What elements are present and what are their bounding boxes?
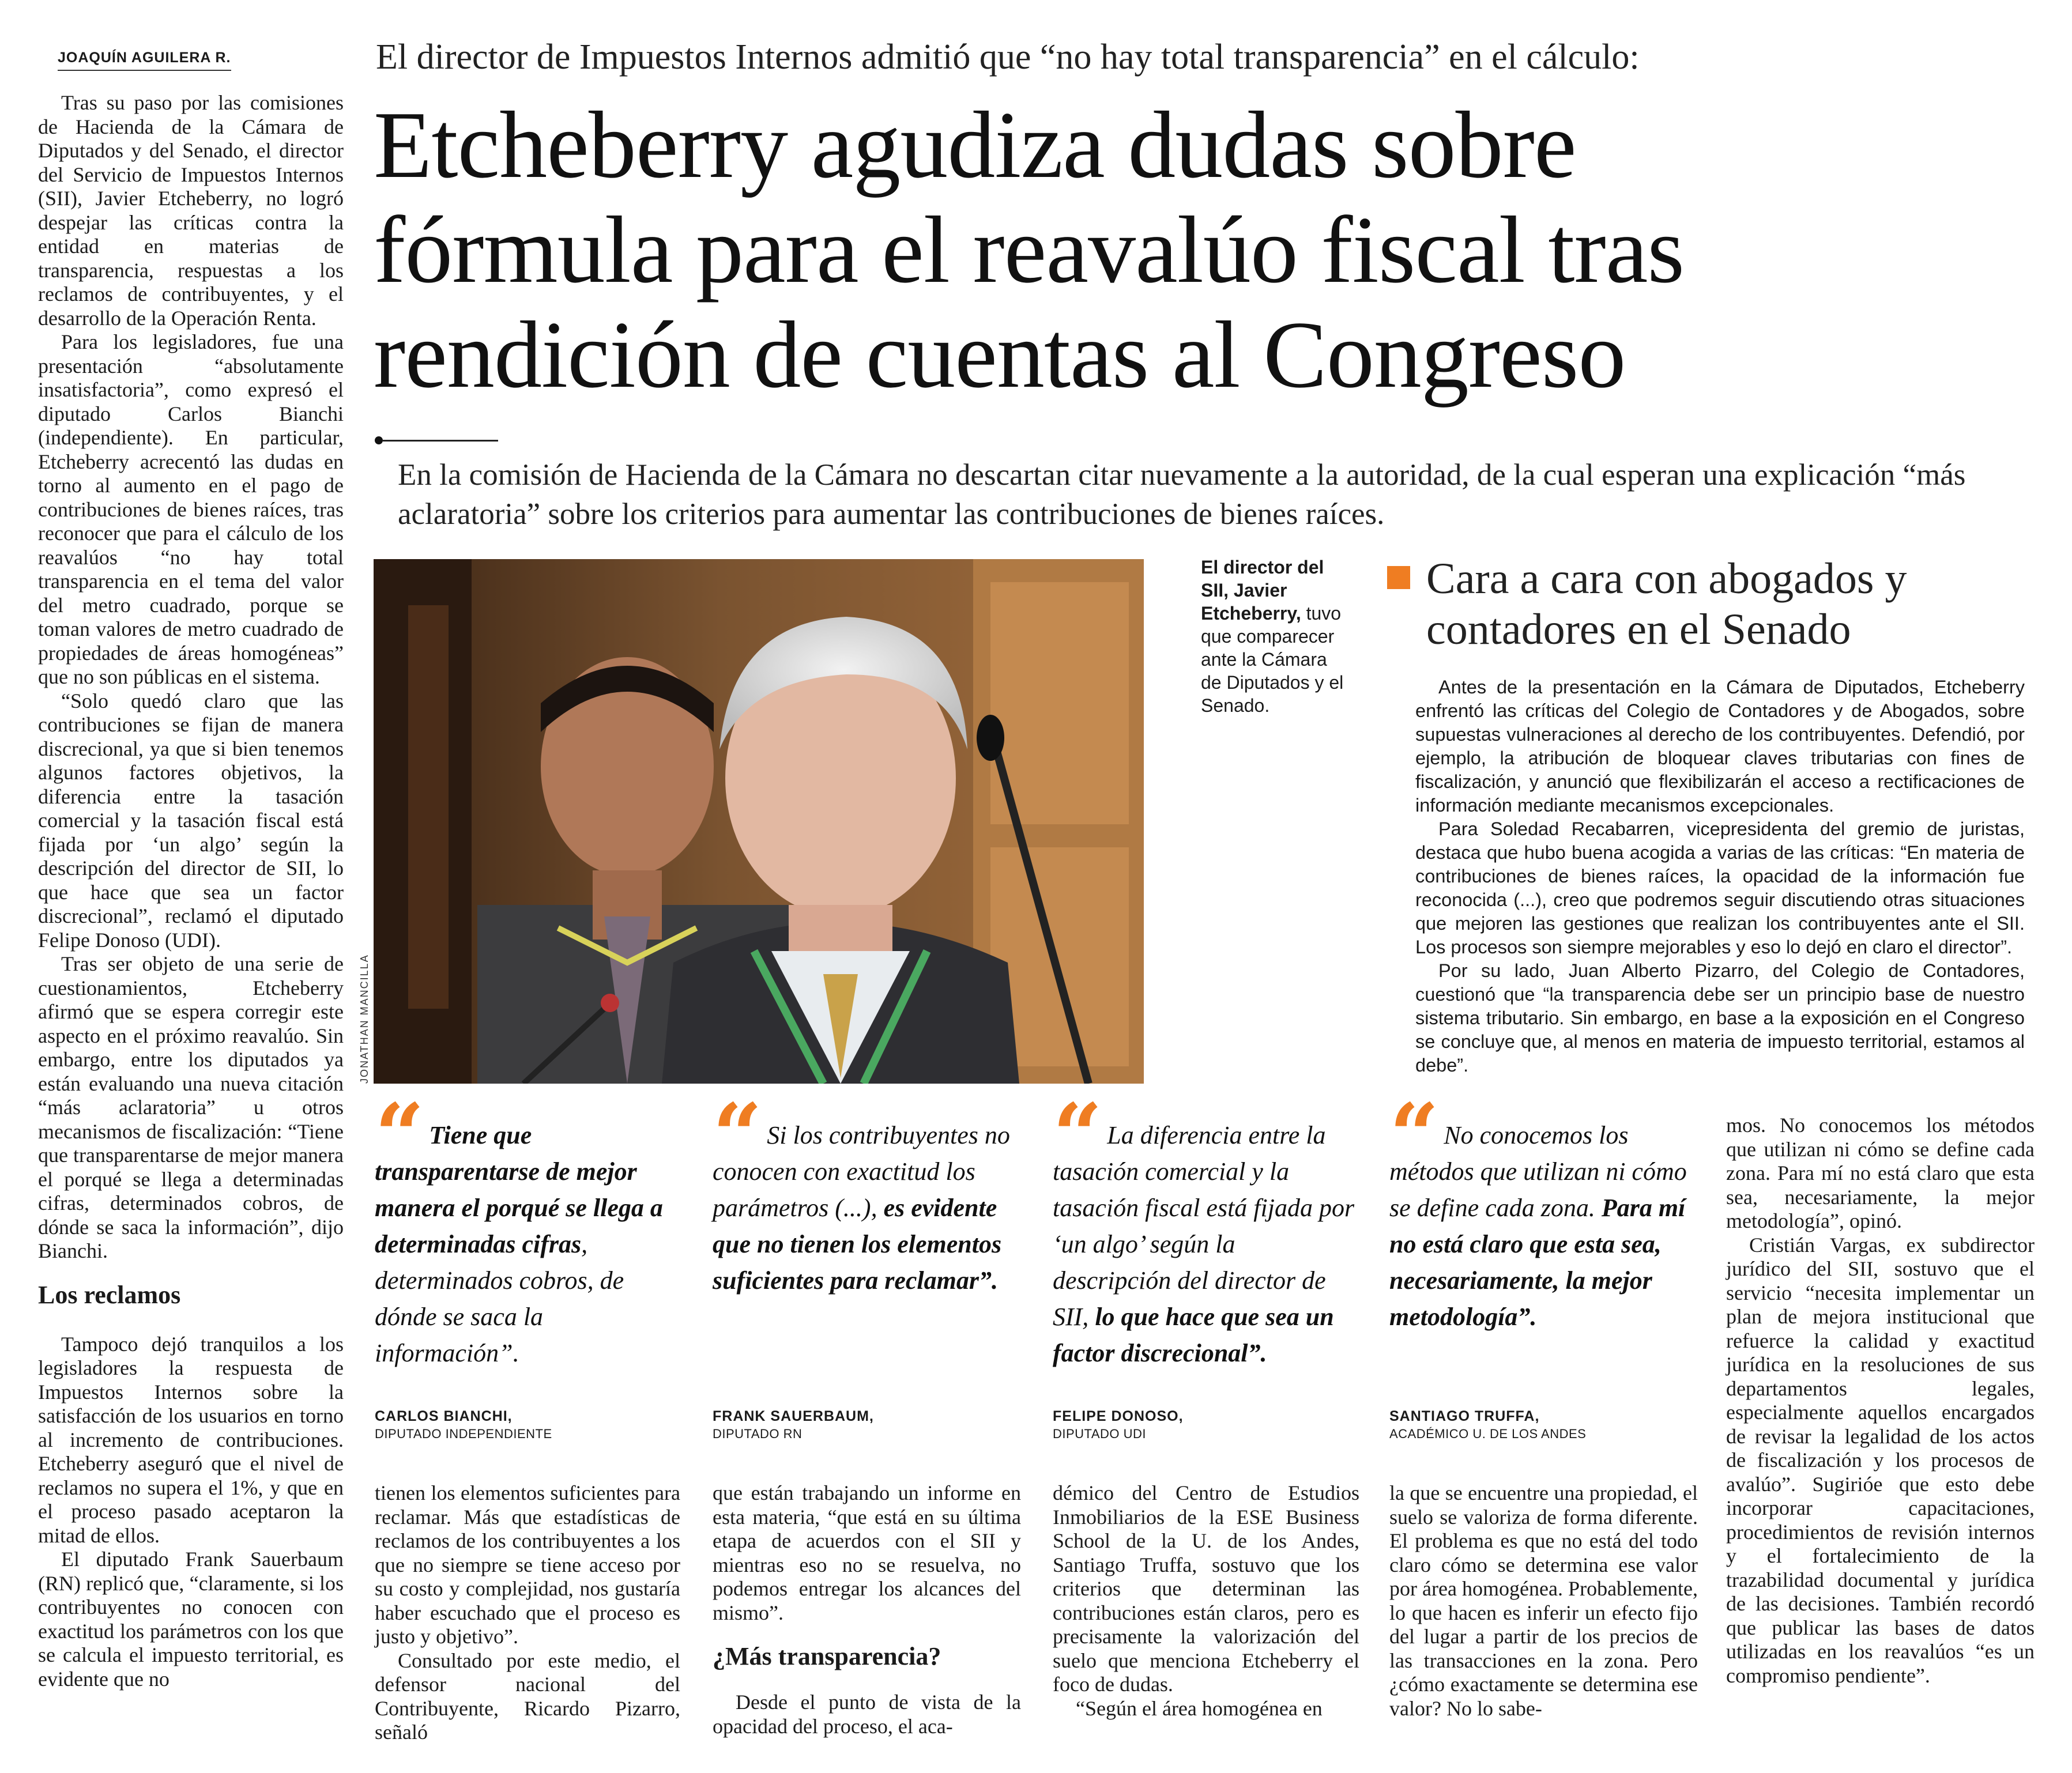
photo-caption [1201,556,1345,717]
quote-donoso-text: La diferencia entre la tasación comercial y la tasación fiscal está fijada por ‘un algo’ según la descripción del director de SII, [1053,1121,1355,1331]
quote-sauerbaum-name: FRANK SAUERBAUM, [713,1408,874,1424]
quote-mark-icon: “ [1389,1085,1440,1186]
quote-bianchi-bold: Tiene que transparentarse de mejor manera el porqué se llega a determinadas cifras [375,1121,663,1258]
deck: En la comisión de Hacienda de la Cámara no descartan citar nuevamente a la autoridad, de la cual esperan una explicación “más aclaratoria” sobre los criterios para aumentar las contribuciones de bienes raíces. [398,458,1966,531]
bottom-column-4 [1389,1481,1698,1721]
photo-credit: JONATHAN MANCILLA [359,954,370,1084]
caption-text: tuvo que comparecer ante la Cámara de Diputados y el Senado. [1201,603,1344,716]
left-paragraph-2: Para los legisladores, fue una presentación “absolutamente insatisfactoria”, como expresó el diputado Carlos Bianchi (independiente). En particular, Etcheberry acrecentó las dudas en torno al aumento en el pago de contribuciones de bienes raíces, tras reconocer que para el cálculo de los reavalúos “no hay total transparencia en el tema del valor del metro cuadrado, porque se toman valores de metro cuadrado de propiedades de áreas homogéneas” que no son públicas en el sistema. [38,330,344,688]
bottom-col2-paragraph-1: que están trabajando un informe en esta materia, “que está en su última etapa de acuerdos con el SII y mientras eso no se resuelva, no podemos entregar los alcances del mismo”. [713,1481,1021,1624]
bottom-column-2 [713,1481,1021,1738]
quote-sauerbaum-text: Si los contribuyentes no conocen con exactitud los parámetros (...), [713,1121,1010,1222]
quote-donoso-name: FELIPE DONOSO, [1053,1408,1184,1424]
quote-truffa-name: SANTIAGO TRUFFA, [1389,1408,1540,1424]
sidebar-paragraph-1: Antes de la presentación en la Cámara de Diputados, Etcheberry enfrentó las críticas del Colegio de Contadores y de Abogados, sobre supuestas vulneraciones al derecho de los contribuyentes. Defendió, por ejemplo, la atribución de bloquear claves tributarias con fines de fiscalización, y anunció que flexibilizarán el acceso a rectificaciones de información mediante mecanismos excepcionales. [1415,677,2025,816]
caption-bold: El director del SII, Javier Etcheberry, [1201,557,1324,624]
bottom-col1-paragraph-2: Consultado por este medio, el defensor nacional del Contribuyente, Ricardo Pizarro, señaló [375,1648,680,1744]
quote-mark-icon: “ [713,1085,763,1186]
quote-truffa [1389,1085,1698,1335]
subhead-los-reclamos: Los reclamos [38,1280,181,1309]
rule-line [383,440,498,442]
sidebar-paragraph-3: Por su lado, Juan Alberto Pizarro, del Colegio de Contadores, cuestionó que “la transparencia debe ser un principio base de nuestro sistema tributario. Sin embargo, en base a la exposición en el Congreso se concluye que, al menos en materia de impuesto territorial, estamos al debe”. [1415,960,2025,1076]
headline-line-1: Etcheberry agudiza dudas sobre [374,92,1576,198]
bottom-col3-paragraph-1: démico del Centro de Estudios Inmobiliarios de la ESE Business School de la U. de los Andes, Santiago Truffa, sostuvo que los criterios que determinan las contribuciones están claros, pero es precisamente la valorización del suelo que menciona Etcheberry el foco de dudas. [1053,1481,1359,1696]
byline-wrap [58,50,231,71]
quote-donoso [1053,1085,1359,1371]
byline: JOAQUÍN AGUILERA R. [58,50,231,71]
quote-donoso-bold: lo que hace que sea un factor discrecional”. [1053,1303,1334,1367]
bottom-col4-paragraph-1: la que se encuentre una propiedad, el suelo se valoriza de forma diferente. El problema es que no está del todo claro cómo se determina ese valor por área homogénea. Probablemente, lo que hacen es inferir un efecto fijo del lugar a partir de los precios de las transacciones en la zona. Pero ¿cómo exactamente se determina ese valor? No lo sabe- [1389,1481,1698,1720]
right-paragraph-1: mos. No conocemos los métodos que utilizan ni cómo se define cada zona. Para mí no está claro que esta sea, necesariamente, la mejor metodología”, opinó. [1726,1114,2035,1232]
photo-illustration [374,559,1144,1084]
sidebar-marker [1387,566,1410,589]
headline-line-2: fórmula para el reavalúo fiscal tras [374,197,1685,303]
bottom-column-3 [1053,1481,1359,1721]
quote-truffa-bold: Para mí no está claro que esta sea, necesariamente, la mejor metodología”. [1389,1194,1686,1331]
left-paragraph-5: Tampoco dejó tranquilos a los legisladores la respuesta de Impuestos Internos sobre la satisfacción de los usuarios en torno al incremento de contribuciones. Etcheberry aseguró que el nivel de reclamos no supera el 1%, y que en el proceso pasado aceptaron la mitad de ellos. [38,1332,344,1547]
quote-sauerbaum [713,1085,1021,1299]
quote-bianchi [375,1085,679,1371]
subhead-mas-transparencia: ¿Más transparencia? [713,1642,941,1670]
rule-dot [375,436,383,444]
headline [374,92,1684,407]
right-column [1726,1114,2035,1688]
sidebar-paragraph-2: Para Soledad Recabarren, vicepresidenta del gremio de juristas, destaca que hubo buena acogida a varias de las críticas: “En materia de contribuciones de bienes raíces, la opacidad de la información fue reconocida (...), creo que podremos seguir discutiendo otras situaciones que mejoren las gestiones que realizan los contribuyentes ante el SII. Los procesos son siempre mejorables y eso lo dejó en claro el director”. [1415,818,2025,957]
left-paragraph-4: Tras ser objeto de una serie de cuestionamientos, Etcheberry afirmó que se espera corregir este aspecto en el próximo reavalúo. Sin embargo, entre los diputados ya están evaluando una nueva citación “más aclaratoria” u otros mecanismos de fiscalización: “Tiene que transparentarse de mejor manera el porqué se llega a determinadas cifras, determinados cobros, de dónde se saca la información”, dijo Bianchi. [38,952,344,1262]
sidebar-title: Cara a cara con abogados y contadores en el Senado [1426,554,1907,654]
bottom-col1-paragraph-1: tienen los elementos suficientes para reclamar. Más que estadísticas de reclamos de los contribuyentes a los que no siempre se tiene acceso por su costo y complejidad, nos gustaría haber escuchado que el proceso es justo y objetivo”. [375,1481,680,1648]
quote-mark-icon: “ [375,1085,425,1186]
quote-bianchi-role: DIPUTADO INDEPENDIENTE [375,1427,552,1441]
quote-bianchi-text: , determinados cobros, de dónde se saca la información”. [375,1230,624,1367]
bottom-col2-paragraph-2: Desde el punto de vista de la opacidad del proceso, el aca- [713,1691,1021,1738]
sidebar-body [1415,676,2025,1077]
headline-line-3: rendición de cuentas al Congreso [374,301,1626,408]
kicker: El director de Impuestos Internos admitió que “no hay total transparencia” en el cálculo: [376,37,1640,77]
left-column [38,91,344,1691]
quote-mark-icon: “ [1053,1085,1103,1186]
quote-truffa-text: No conocemos los métodos que utilizan ni cómo se define cada zona. [1389,1121,1687,1222]
quote-sauerbaum-bold: es evidente que no tienen los elementos suficientes para reclamar”. [713,1194,1002,1295]
photo [374,559,1144,1084]
quote-bianchi-name: CARLOS BIANCHI, [375,1408,513,1424]
left-paragraph-3: “Solo quedó claro que las contribuciones se fijan de manera discrecional, ya que si bien tenemos algunos factores objetivos, la diferencia entre la tasación comercial y la tasación fiscal está fijada por ‘un algo’ según la descripción del director de SII, lo que hace que sea un factor discrecional”, reclamó el diputado Felipe Donoso (UDI). [38,689,344,952]
bottom-col3-paragraph-2: “Según el área homogénea en [1076,1696,1323,1720]
right-paragraph-2: Cristián Vargas, ex subdirector jurídico del SII, sostuvo que el servicio “necesita implementar un plan de mejora institucional que refuerce la calidad y exactitud jurídica en la resoluciones de sus departamentos legales, especialmente aquellos encargados de revisar la legalidad de los actos de fiscalización y los procesos de avalúo”. Sugirióe que esto debe incorporar capacitaciones, procedimientos de revisión internos y el fortalecimiento de la trazabilidad documental y jurídica de las decisiones. También recordó que publicar las bases de datos utilizadas en los reavalúos “es un compromiso pendiente”. [1726,1233,2035,1687]
left-paragraph-6: El diputado Frank Sauerbaum (RN) replicó que, “claramente, si los contribuyentes no conocen con exactitud los parámetros con los que se calcula el impuesto territorial, es evidente que no [38,1548,344,1691]
quote-sauerbaum-role: DIPUTADO RN [713,1427,803,1441]
quote-donoso-role: DIPUTADO UDI [1053,1427,1147,1441]
bottom-column-1 [375,1481,680,1745]
left-paragraph-1: Tras su paso por las comisiones de Hacienda de la Cámara de Diputados y del Senado, el director del Servicio de Impuestos Internos (SII), Javier Etcheberry, no logró despejar las críticas contra la entidad en materias de transparencia, respuestas a los reclamos de contribuyentes, y el desarrollo de la Operación Renta. [38,91,344,330]
quote-truffa-role: ACADÉMICO U. DE LOS ANDES [1389,1427,1587,1441]
